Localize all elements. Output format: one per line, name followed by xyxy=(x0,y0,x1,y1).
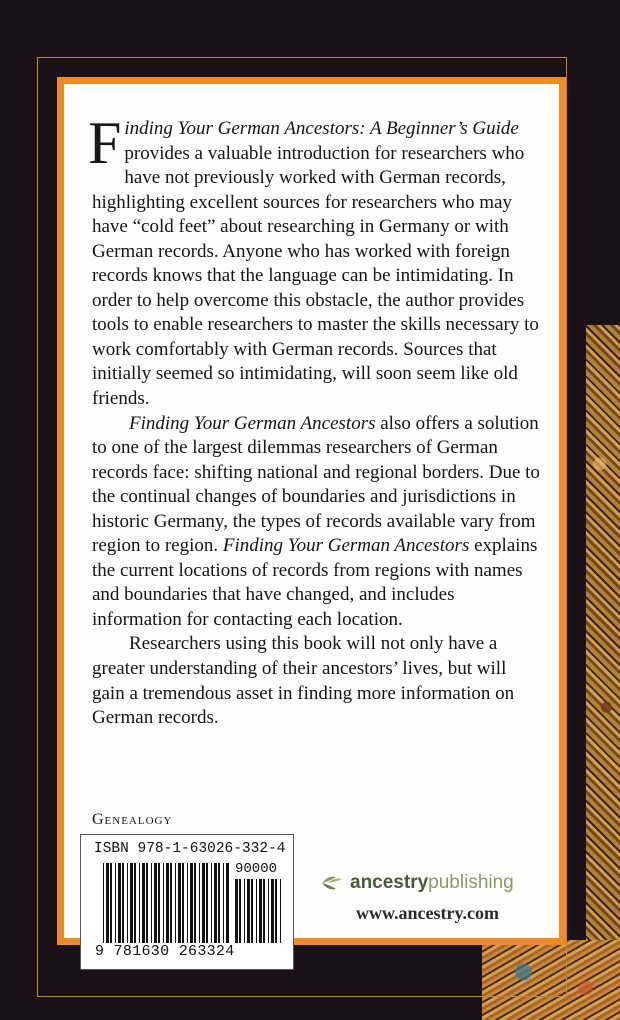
barcode-bar xyxy=(190,863,193,943)
book-title: Finding Your German Ancestors xyxy=(222,535,470,557)
website-url[interactable]: www.ancestry.com xyxy=(356,903,499,923)
barcode-bars xyxy=(103,863,231,943)
barcode-bar xyxy=(256,879,257,943)
barcode-bar xyxy=(218,863,220,943)
description-text xyxy=(88,110,542,731)
barcode-bar xyxy=(115,863,116,943)
barcode-bar xyxy=(251,879,253,943)
barcode-bar xyxy=(202,863,205,943)
barcode-bar xyxy=(118,863,121,943)
barcode-bar xyxy=(206,863,208,943)
barcode-bar xyxy=(271,879,274,943)
barcode-bar xyxy=(170,863,172,943)
barcode-bar xyxy=(187,863,188,943)
publisher-logo xyxy=(320,872,542,894)
barcode-bar xyxy=(194,863,196,943)
barcode-bar xyxy=(166,863,169,943)
isbn-barcode xyxy=(80,834,294,970)
barcode-bar xyxy=(130,863,133,943)
barcode-bar xyxy=(244,879,245,943)
barcode-bar xyxy=(134,863,136,943)
barcode-bar xyxy=(151,863,152,943)
barcode-bar xyxy=(268,879,269,943)
isbn-digits: 9 781630 263324 xyxy=(95,943,235,960)
barcode-bar xyxy=(142,863,145,943)
isbn-label: ISBN 978-1-63026-332-4 xyxy=(94,841,286,857)
barcode-bar xyxy=(175,863,176,943)
paragraph-3: Researchers using this book will not only have a greater understanding of their ancestors’ lives, but will gain a tremendous asset in finding more information on German records. xyxy=(92,633,515,729)
book-title: inding Your German Ancestors: A Beginner’s Guide xyxy=(124,118,519,139)
barcode-bar xyxy=(259,879,262,943)
barcode-bar xyxy=(163,863,164,943)
barcode-bar xyxy=(110,863,112,943)
paragraph-2-body-a: also offers a solution to one of the largest dilemmas researchers of German records face: shifting national and regional borders. Due to the continual changes of boundaries and jurisdictions in historic Germany, the types of records available vary from region to region. xyxy=(92,412,540,557)
leaf-icon xyxy=(320,873,346,893)
publisher-rest: publishing xyxy=(428,872,514,893)
barcode-bar xyxy=(199,863,200,943)
barcode-bar xyxy=(223,863,224,943)
genre-label: Genealogy xyxy=(92,811,173,828)
publisher-brand: ancestry xyxy=(350,872,429,893)
barcode-bar xyxy=(127,863,128,943)
paragraph-2 xyxy=(92,412,542,633)
paragraph-1-body: provides a valuable introduction for researchers who have not previously worked with German records, highlighting excellent sources for researchers who may have “cold feet” about researching in Germany or with German records. Anyone who has worked with foreign records knows that the language can be intimidating. In order to help overcome this obstacle, the author provides tools to enable researchers to master the skills necessary to work comfortably with German records. Sources that initially seemed so intimidating, will soon seem like old friends. xyxy=(92,142,539,410)
paragraph-1 xyxy=(88,110,542,412)
barcode-bar xyxy=(139,863,140,943)
price-addon: 90000 xyxy=(235,861,278,877)
addon-bars xyxy=(235,879,285,943)
barcode-bar xyxy=(275,879,277,943)
barcode-bar xyxy=(263,879,265,943)
barcode-bar xyxy=(122,863,124,943)
barcode-bar xyxy=(158,863,160,943)
barcode-bar xyxy=(214,863,217,943)
barcode-bar xyxy=(235,879,238,943)
barcode-bar xyxy=(103,863,104,943)
barcode-bar xyxy=(211,863,212,943)
barcode-bar xyxy=(226,863,229,943)
barcode-bar xyxy=(247,879,250,943)
paragraph-2-body-b: explains the current locations of records from regions with names and boundaries that have changed, and includes information for contacting each location. xyxy=(92,535,538,630)
barcode-bar xyxy=(154,863,157,943)
barcode-bar xyxy=(106,863,109,943)
barcode-bar xyxy=(280,879,281,943)
drop-cap: F xyxy=(88,110,122,176)
barcode-bar xyxy=(239,879,241,943)
barcode-bar xyxy=(146,863,148,943)
barcode-bar xyxy=(178,863,181,943)
mosaic-artwork-right xyxy=(586,325,620,1020)
book-title: Finding Your German Ancestors xyxy=(129,412,376,434)
barcode-bar xyxy=(182,863,184,943)
